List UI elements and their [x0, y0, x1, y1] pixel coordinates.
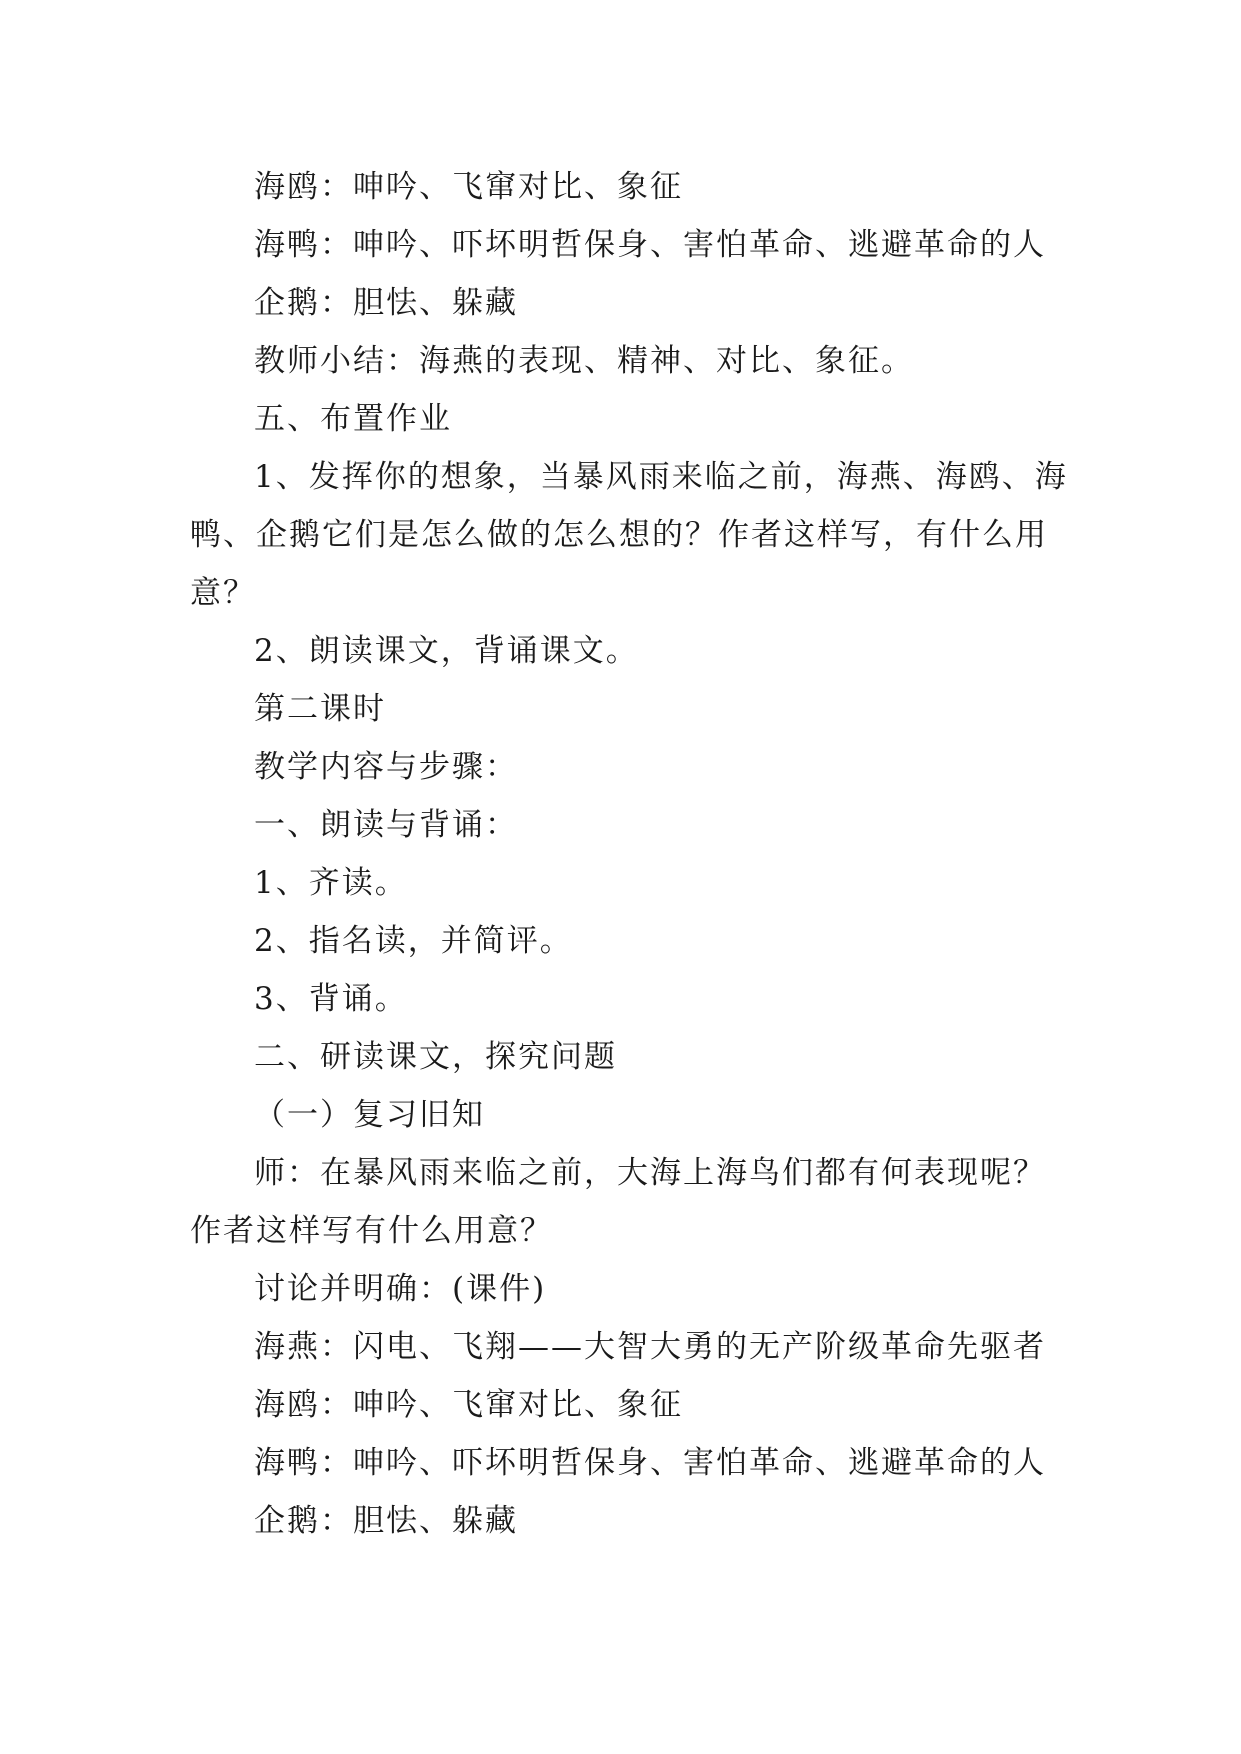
paragraph: 1、齐读。: [254, 865, 408, 901]
paragraph: 2、指名读，并简评。: [254, 923, 573, 959]
paragraph: 教师小结：海燕的表现、精神、对比、象征。: [254, 343, 914, 379]
paragraph: 2、朗读课文，背诵课文。: [254, 633, 639, 669]
paragraph: 师：在暴风雨来临之前，大海上海鸟们都有何表现呢？作者这样写有什么用意？: [190, 1155, 1046, 1249]
paragraph: 海鸥：呻吟、飞窜对比、象征: [254, 1387, 683, 1423]
section-heading: 五、布置作业: [254, 401, 452, 437]
section-heading: 二、研读课文，探究问题: [254, 1039, 617, 1075]
paragraph: 3、背诵。: [254, 981, 408, 1017]
paragraph: 海鸭：呻吟、吓坏明哲保身、害怕革命、逃避革命的人: [254, 227, 1046, 263]
paragraph: 海鸥：呻吟、飞窜对比、象征: [254, 169, 683, 205]
paragraph: 1、发挥你的想象，当暴风雨来临之前，海燕、海鸥、海鸭、企鹅它们是怎么做的怎么想的？作者这样写，有什么用意？: [190, 459, 1068, 611]
paragraph: 海燕：闪电、飞翔——大智大勇的无产阶级革命先驱者: [254, 1329, 1046, 1365]
document-body: [190, 158, 1070, 1550]
paragraph: 教学内容与步骤：: [254, 749, 518, 785]
section-heading: 第二课时: [254, 691, 386, 727]
paragraph: 讨论并明确：(课件): [254, 1271, 547, 1307]
paragraph: 海鸭：呻吟、吓坏明哲保身、害怕革命、逃避革命的人: [254, 1445, 1046, 1481]
section-heading: 一、朗读与背诵：: [254, 807, 518, 843]
subsection-heading: （一）复习旧知: [254, 1097, 485, 1133]
paragraph: 企鹅：胆怯、躲藏: [254, 285, 518, 321]
paragraph: 企鹅：胆怯、躲藏: [254, 1503, 518, 1539]
